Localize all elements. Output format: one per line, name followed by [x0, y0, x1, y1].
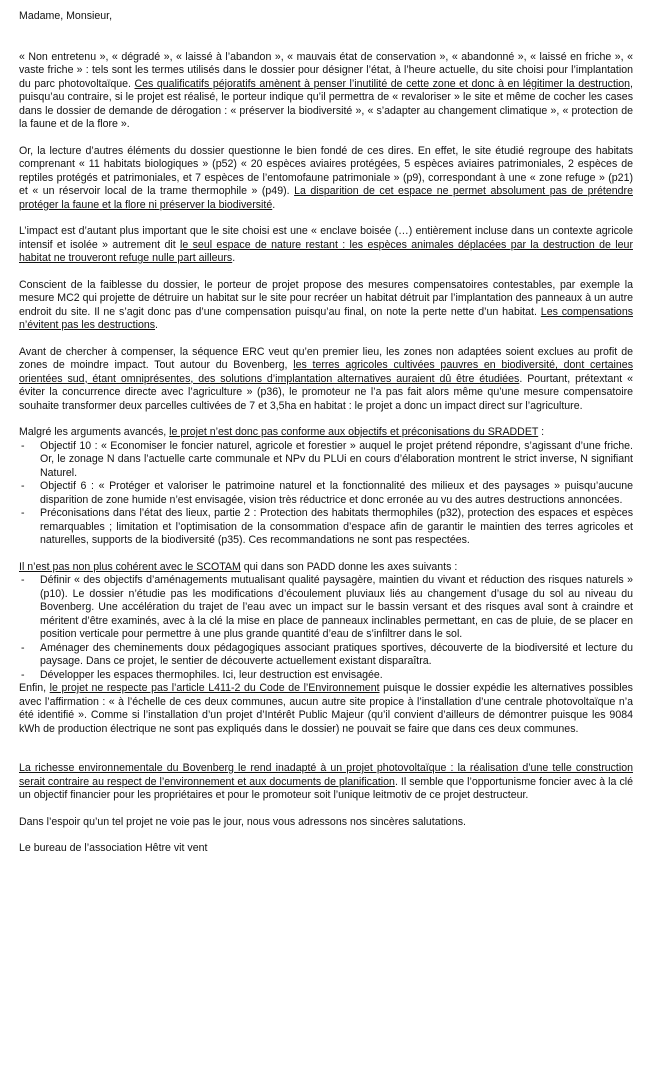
spacer: [19, 132, 633, 145]
paragraph-compensation: [19, 279, 633, 333]
spacer: [19, 266, 633, 279]
underlined-text: le projet ne respecte pas l’article L411-2 du Code de l’Environnement: [49, 682, 380, 694]
text: .: [232, 252, 236, 264]
paragraph-habitats: [19, 145, 633, 213]
text: puisque le dossier expédie les alternatives possibles avec l’affirmation : « à l’échelle de ces deux communes, aucun autre site propice à l’installation d’une centrale photovoltaïque n’a été identifié ». Comme si l’installation d’un projet d’Intérêt Public Majeur (qu’il convient d’ailleurs de démontrer puisque les 9084 kWh de production électrique ne sont pas expliqués dans le dossier) ne pouvait se faire que dans ces deux communes.: [19, 682, 633, 735]
spacer: [19, 803, 633, 816]
text: . Il semble que l’opportunisme foncier avec à la clé un objectif financier pour les propriétaires et pour le promoteur soit l’unique leitmotiv de ce projet destructeur.: [19, 775, 633, 801]
text: .: [272, 198, 276, 211]
paragraph-code-environnement: [19, 682, 633, 736]
paragraph-friche: [19, 51, 633, 132]
list-item: - Objectif 6 : « Protéger et valoriser le patrimoine naturel et la fonctionnalité des milieux et des paysages » puisqu’aucune disparition de zone humide n’est envisagée, vision très réductrice et donc erronée au vu des autres destructions annoncées.: [19, 480, 633, 507]
paragraph-erc: [19, 346, 633, 414]
text: Enfin,: [19, 682, 50, 694]
scotam-list: [19, 574, 633, 682]
paragraph-scotam: [19, 561, 633, 575]
text: L’impact est d’autant plus important que le site choisi est une « enclave boisée (…) entièrement incluse dans un contexte agricole intensif et isolée » autrement dit: [19, 225, 633, 251]
paragraph-sraddet: [19, 426, 633, 440]
spacer: [19, 333, 633, 346]
spacer: [19, 829, 633, 842]
underlined-text: La richesse environnementale du Bovenberg le rend inadapté à un projet photovoltaïque : la réalisation d’une telle construction serait contraire au respect de l’environnement et aux documents de planification: [19, 762, 633, 788]
underlined-text: les terres agricoles cultivées pauvres en biodiversité, dont certaines orientées sud, étant omniprésentes, des solutions d’implantation alternatives auraient dû être étudiées: [19, 359, 633, 385]
underlined-text: Il n’est pas non plus cohérent avec le SCOTAM: [19, 560, 241, 573]
text: . Pourtant, prétextant « éviter la concurrence directe avec l’agriculture » (p36), le promoteur ne l’a pas fait alors même qu’une mesure compensatoire souhaite transformer deux parcelles cultivées de 7 et 3,5ha en habitat : le projet a donc un impact direct sur l’agriculture.: [19, 372, 633, 412]
signature: Le bureau de l’association Hêtre vit vent: [19, 842, 208, 854]
underlined-text: La disparition de cet espace ne permet absolument pas de prétendre protéger la faune et la flore ni préserver la biodiversité: [19, 185, 633, 211]
text: qui dans son PADD donne les axes suivants :: [240, 560, 458, 573]
paragraph-conclusion: [19, 762, 633, 803]
text: , puisqu’au contraire, si le projet est réalisé, le porteur indique qu’il permettra de « revaloriser » le site et même de cocher les cases dans le dossier de demande de dérogation : « préserver la biodiversité », « s’adapter au changement climatique », « protection de la faune et de la flore ».: [19, 77, 633, 130]
text: Or, la lecture d’autres éléments du dossier questionne le bien fondé de ces dires. En effet, le site étudié regroupe des habitats comprenant « 11 habitats biologiques » (p52) « 20 espèces aviaires protégées, 5 espèces aviaires patrimoniales, 2 espèces de reptiles protégés et patrimoniales, et 7 espèces de l’entomofaune patrimoniale » (p9), correspondant à une « zone refuge » (p21) et « un réservoir local de la trame thermophile » (p49).: [19, 144, 633, 197]
spacer: [19, 749, 633, 762]
spacer: [19, 548, 633, 561]
underlined-text: Ces qualificatifs péjoratifs amènent à penser l’inutilité de cette zone et donc à en légitimer la destruction: [134, 77, 631, 90]
underlined-text: Les compensations n’évitent pas les destructions: [19, 305, 634, 331]
salutation: Madame, Monsieur,: [19, 10, 113, 22]
text: :: [538, 426, 545, 438]
text: « Non entretenu », « dégradé », « laissé à l’abandon », « mauvais état de conservation », « abandonné », « laissé en friche », « vaste friche » : tels sont les termes utilisés dans le dossier pour désigner l’état, à l’heure actuelle, du site choisi pour l’implantation du parc photovoltaïque.: [19, 50, 633, 90]
list-item: - Aménager des cheminements doux pédagogiques associant pratiques sportives, découverte de la biodiversité et lecture du paysage. Dans ce projet, le sentier de découverte actuellement existant disparaîtra.: [19, 642, 633, 669]
sraddet-list: [19, 440, 633, 548]
text: Avant de chercher à compenser, la séquence ERC veut qu’en premier lieu, les zones non adaptées soient exclues au profit de zones de moindre impact. Tout autour du Bovenberg,: [19, 345, 633, 371]
list-item: - Préconisations dans l’état des lieux, partie 2 : Protection des habitats thermophiles (p32), protection des espaces et espèces remarquables ; limitation et l’optimisation de la consommation d’espace afin de garantir le maintien des terres agricoles et naturelles, supports de la biodiversité (p35). Ces recommandations ne sont pas respectées.: [19, 507, 633, 548]
spacer: [19, 736, 633, 749]
underlined-text: le projet n’est donc pas conforme aux objectifs et préconisations du SRADDET: [169, 426, 539, 438]
list-item: - Objectif 10 : « Economiser le foncier naturel, agricole et forestier » auquel le projet prétend répondre, s’agissant d’une friche. Or, le zonage N dans l’actuelle carte communale et NPv du PLUi en cours d’élaboration montrent le strict inverse, N signifiant Naturel.: [19, 440, 633, 481]
list-item: - Développer les espaces thermophiles. Ici, leur destruction est envisagée.: [19, 669, 633, 683]
paragraph-impact: [19, 225, 633, 266]
list-item: - Définir « des objectifs d’aménagements mutualisant qualité paysagère, maintien du vivant et réduction des risques naturels » (p10). Le dossier n’étudie pas les modifications d’écoulement pluviaux liés au changement d’usage du sol au niveau du Bovenberg. Une accélération du trajet de l’eau avec un impact sur le bassin versant et des risques aval sont à craindre et méritent d’être examinés, avec à la clé la mise en place de panneaux inclinables permettant, en cas de pluie, de se placer en position verticale pour permettre à une plus grande quantité d’eau de s’infiltrer dans le sol.: [19, 574, 633, 642]
text: .: [155, 319, 158, 331]
closing: Dans l’espoir qu’un tel projet ne voie pas le jour, nous vous adressons nos sincères salutations.: [19, 815, 466, 828]
text: Conscient de la faiblesse du dossier, le porteur de projet propose des mesures compensatoires contestables, par exemple la mesure MC2 qui projette de détruire un habitat sur le site pour recréer un habitat détruit par l’implantation des panneaux à un autre endroit du site. Il ne s’agit donc pas d’une compensation puisqu’au final, on note la perte nette d’un habitat.: [19, 278, 633, 318]
spacer: [19, 212, 633, 225]
spacer: [19, 413, 633, 426]
underlined-text: le seul espace de nature restant : les espèces animales déplacées par la destruction de leur habitat ne trouveront refuge nulle part ailleurs: [19, 238, 633, 264]
text: Malgré les arguments avancés,: [19, 426, 170, 438]
